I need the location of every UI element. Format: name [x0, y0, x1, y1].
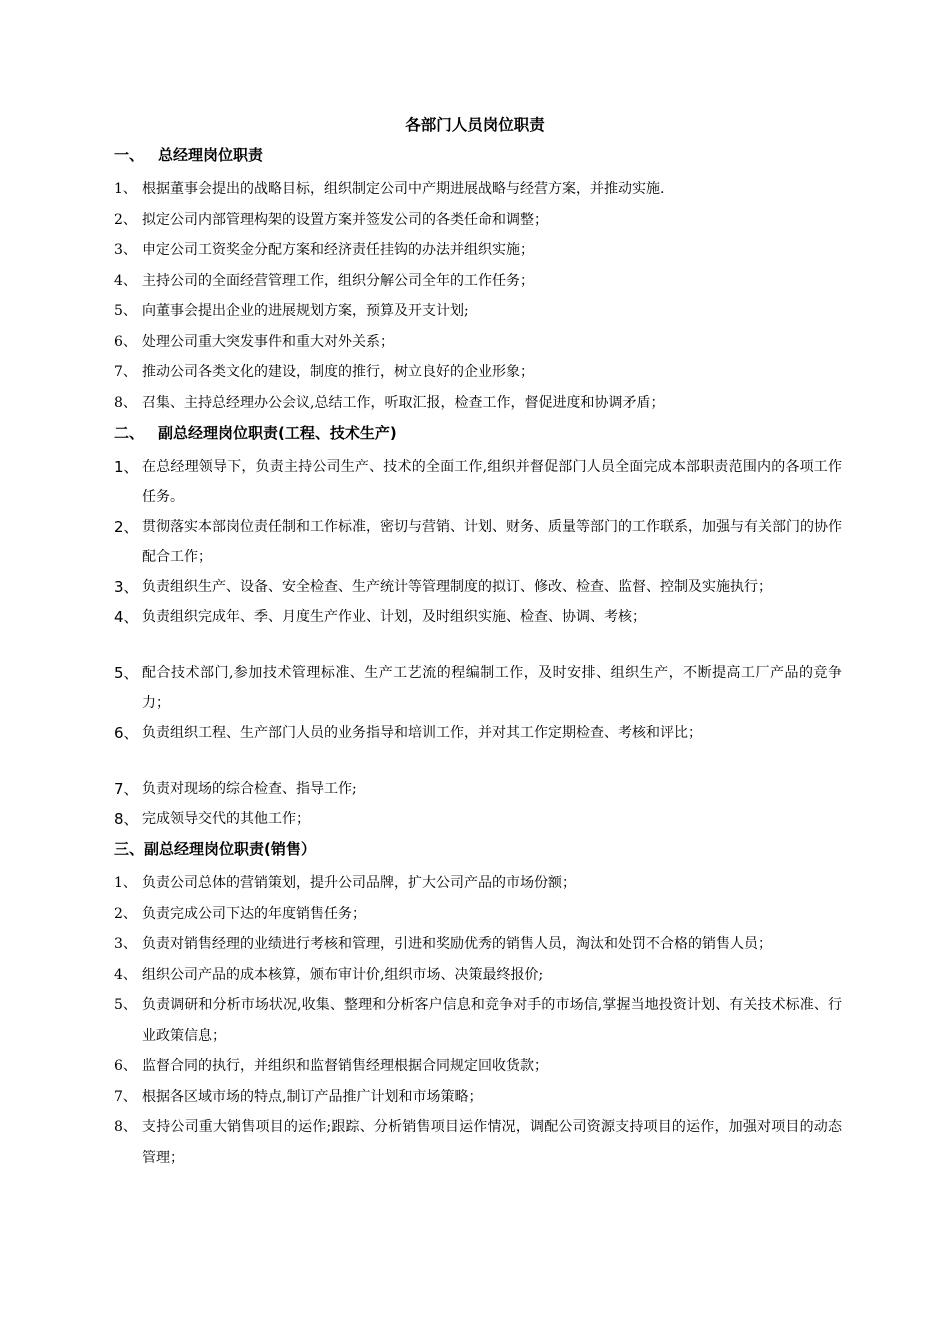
item-text: 完成领导交代的其他工作； — [142, 811, 310, 827]
item-text: 负责调研和分析市场状况,收集、整理和分析客户信息和竞争对手的市场信,掌握当地投资计划、有关技术标准、行业政策信息； — [142, 997, 842, 1044]
item-text: 监督合同的执行，并组织和监督销售经理根据合同规定回收货款； — [142, 1058, 548, 1074]
list-item — [114, 899, 842, 930]
item-text: 负责对销售经理的业绩进行考核和管理，引进和奖励优秀的销售人员，淘汰和处罚不合格的销售人员； — [142, 936, 772, 952]
list-item — [114, 990, 842, 1051]
section-heading — [114, 422, 842, 444]
list-item — [114, 929, 842, 960]
item-number: 7、 — [114, 364, 137, 380]
item-number: 3、 — [114, 242, 137, 258]
item-number: 6、 — [114, 333, 137, 350]
item-number: 4、 — [114, 608, 139, 626]
item-number: 8、 — [114, 810, 139, 828]
list-item — [114, 572, 842, 602]
list-item — [114, 357, 842, 388]
item-text: 推动公司各类文化的建设，制度的推行，树立良好的企业形象； — [142, 364, 534, 380]
item-text: 组织公司产品的成本核算，颁布审计价,组织市场、决策最终报价; — [142, 966, 544, 983]
list-item — [114, 327, 842, 358]
list-item — [114, 452, 842, 512]
list-item — [114, 658, 842, 718]
list-item — [114, 205, 842, 236]
item-number: 2、 — [114, 518, 139, 536]
list-item — [114, 602, 842, 632]
item-number: 4、 — [114, 966, 137, 983]
item-text: 配合技术部门,参加技术管理标准、生产工艺流的程编制工作，及时安排、组织生产，不断提高工厂产品的竞争力； — [142, 665, 842, 711]
item-number: 4、 — [114, 272, 137, 289]
section-title: 总经理岗位职责 — [158, 146, 264, 164]
item-number: 2、 — [114, 905, 137, 922]
list-item — [114, 1051, 842, 1082]
list-item — [114, 296, 842, 327]
item-text: 负责公司总体的营销策划，提升公司品牌，扩大公司产品的市场份额； — [142, 875, 576, 891]
item-text: 主持公司的全面经营管理工作，组织分解公司全年的工作任务； — [142, 272, 534, 289]
item-text: 负责完成公司下达的年度销售任务； — [142, 905, 366, 922]
item-text: 处理公司重大突发事件和重大对外关系； — [142, 333, 394, 350]
list-item — [114, 1082, 842, 1113]
section-heading — [114, 838, 842, 860]
list-item — [114, 388, 842, 419]
list-item — [114, 868, 842, 899]
item-text: 根据董事会提出的战略目标，组织制定公司中产期进展战略与经营方案，并推动实施. — [142, 181, 665, 197]
section-number: 三、 — [114, 840, 145, 858]
item-number: 5、 — [114, 303, 137, 319]
item-number: 2、 — [114, 211, 137, 228]
list-item — [114, 174, 842, 205]
list-item — [114, 718, 842, 748]
item-text: 向董事会提出企业的进展规划方案，预算及开支计划; — [142, 303, 469, 319]
item-text: 贯彻落实本部岗位责任制和工作标准，密切与营销、计划、财务、质量等部门的工作联系，加强与有关部门的协作配合工作； — [142, 519, 842, 565]
section-deputy-gm-production — [114, 422, 842, 834]
list-item — [114, 266, 842, 297]
item-text: 拟定公司内部管理构架的设置方案并签发公司的各类任命和调整； — [142, 211, 548, 228]
document-body — [114, 140, 842, 1173]
item-text: 负责对现场的综合检查、指导工作; — [142, 781, 357, 797]
section-title: 副总经理岗位职责(工程、技术生产) — [158, 424, 397, 442]
section-general-manager — [114, 144, 842, 418]
item-number: 8、 — [114, 394, 137, 411]
list-item — [114, 960, 842, 991]
item-number: 6、 — [114, 724, 139, 742]
item-number: 7、 — [114, 780, 139, 798]
item-text: 根据各区域市场的特点,制订产品推广计划和市场策略； — [142, 1088, 483, 1105]
item-number: 3、 — [114, 578, 139, 596]
list-item — [114, 774, 842, 804]
list-item — [114, 1112, 842, 1173]
item-text: 在总经理领导下，负责主持公司生产、技术的全面工作,组织并督促部门人员全面完成本部职责范围内的各项工作任务。 — [142, 459, 842, 505]
item-number: 1、 — [114, 458, 139, 476]
item-text: 申定公司工资奖金分配方案和经济责任挂钩的办法并组织实施； — [142, 242, 534, 258]
item-text: 召集、主持总经理办公会议,总结工作，听取汇报，检查工作，督促进度和协调矛盾； — [142, 394, 665, 411]
item-text: 负责组织工程、生产部门人员的业务指导和培训工作，并对其工作定期检查、考核和评比； — [142, 725, 702, 741]
item-text: 负责组织生产、设备、安全检查、生产统计等管理制度的拟订、修改、检查、监督、控制及实施执行； — [142, 579, 772, 595]
item-number: 6、 — [114, 1058, 137, 1074]
item-number: 5、 — [114, 664, 139, 682]
section-heading — [114, 144, 842, 166]
item-number: 1、 — [114, 875, 137, 891]
list-item — [114, 512, 842, 572]
section-deputy-gm-sales — [114, 838, 842, 1173]
item-number: 7、 — [114, 1088, 137, 1105]
item-number: 3、 — [114, 936, 137, 952]
section-number: 二、 — [114, 424, 145, 442]
document-title: 各部门人员岗位职责 — [405, 116, 545, 134]
item-text: 支持公司重大销售项目的运作;跟踪、分析销售项目运作情况，调配公司资源支持项目的运作，加强对项目的动态管理； — [142, 1119, 842, 1166]
item-number: 8、 — [114, 1119, 137, 1135]
section-number: 一、 — [114, 146, 145, 164]
list-item — [114, 804, 842, 834]
section-title: 副总经理岗位职责(销售） — [144, 840, 316, 858]
item-number: 5、 — [114, 997, 137, 1013]
item-number: 1、 — [114, 181, 137, 197]
list-item — [114, 235, 842, 266]
item-text: 负责组织完成年、季、月度生产作业、计划，及时组织实施、检查、协调、考核； — [142, 609, 646, 625]
